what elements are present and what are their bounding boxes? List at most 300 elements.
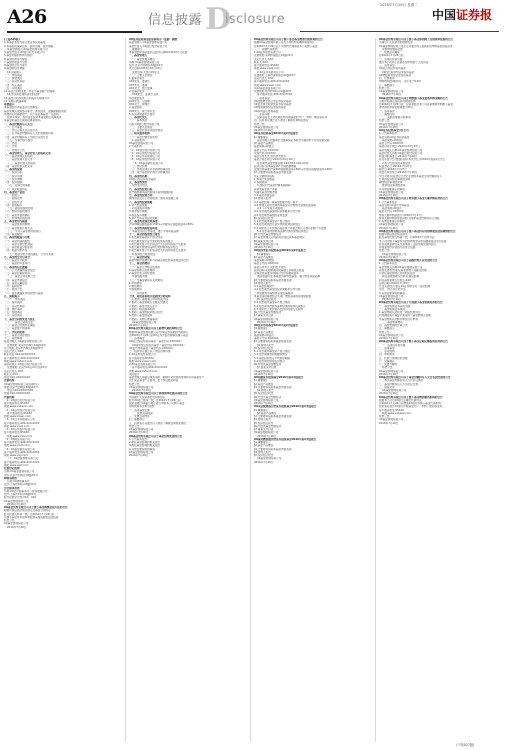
text-line: 5.2 报告期末按债券品种分类的债券投资组合 — [254, 304, 306, 308]
section-title-cn: 信息披露 — [148, 13, 203, 28]
text-line: §1 重要提示 — [254, 379, 269, 383]
text-line: （一）基金份额发售机构 — [129, 135, 158, 139]
text-line: 2.XX基金管理有限公司 — [129, 363, 156, 366]
text-line: 注册地址:深圳市福田区XX路XX号 — [254, 54, 294, 58]
text-line: 分红对象:权益登记日登记在册的本基金全体份额持有人 — [379, 174, 443, 178]
text-line: 1.基金转换只能在同一销售机构进行 — [379, 311, 421, 314]
text-line: 2.与分红相关的其他信息 — [382, 161, 411, 165]
text-line: XXX女士，独立董事 — [129, 86, 153, 90]
text-line: XX基金管理有限公司 — [379, 333, 404, 337]
text-line: 基金管理人:XX基金管理有限公司 — [4, 340, 43, 344]
text-line: 税收相关事项的说明 — [379, 181, 403, 184]
text-line: XX基金管理有限公司 — [254, 398, 279, 402]
text-line: 二、基金转换业务规则 — [379, 307, 405, 311]
text-line: （一）市场风险 — [4, 73, 23, 77]
text-line: 3.2 基金净值表现 — [254, 194, 275, 197]
text-line: （一）基金管理人的权利 — [4, 155, 33, 158]
text-line: （一）基金运作相关的费用 — [129, 265, 161, 269]
notice-heading: 五、基金费用与税收 — [4, 220, 28, 223]
text-column-1 — [4, 38, 122, 742]
text-line: （一）公开披露的基金信息 — [4, 268, 36, 272]
notice-heading: 十四、对招募说明书更新部分的说明 — [129, 294, 171, 298]
text-line: 3.XX基金销售有限公司 — [254, 86, 281, 90]
text-line: （二）管理风险 — [4, 77, 23, 80]
text-line: （二）基金合同的终止事由 — [4, 324, 36, 327]
text-line: （二）登记机构 — [129, 164, 148, 168]
text-line: 管理和运用基金财产，但不保证本基金一定盈利。 — [4, 112, 62, 116]
text-line: 基金主代码:XXXXXX — [379, 142, 404, 145]
text-line: 2016年7月26日 — [254, 460, 274, 464]
notice-heading: XX灵活配置混合型证券投资基金2016年第2季度报告 — [254, 405, 317, 409]
text-line: （四）基金净值信息 — [4, 278, 28, 282]
text-line: XX混合型证券投资基金（基金代码:XXXXXX） — [129, 340, 183, 344]
text-line: 经与托管人协商一致，自2016年7月25日起 — [4, 512, 55, 516]
text-line: 申购费率享受4折优惠 — [129, 405, 154, 409]
text-line: 网址:www.xxsec.com — [254, 83, 281, 87]
text-line: 经与XX银行协商一致，自2016年7月26日起 — [129, 398, 181, 402]
notice-heading: XX基金管理有限公司关于高级管理人员变更的公告 — [379, 259, 438, 262]
column-divider — [375, 38, 376, 742]
text-line: （五）收益分配方案的确定、公告与实施 — [7, 252, 54, 256]
text-line: （7）XX财富管理有限公司 — [7, 457, 39, 461]
text-line: 三、适用基金 — [379, 64, 395, 67]
text-line: 五、重要提示 — [379, 327, 395, 331]
text-line: 六、交易确认 — [379, 359, 395, 363]
section-title-en: isclosure — [225, 12, 285, 27]
text-line: （5）XX基金销售有限公司 — [132, 161, 164, 165]
text-line: （六）其他风险 — [4, 314, 23, 318]
notice-heading: XX基金管理有限公司关于旗下基金增加销售机构的公告 — [379, 395, 443, 399]
text-line: （六）暂停估值的情形 — [4, 210, 30, 214]
notice-heading: 一、基金管理人 — [129, 54, 148, 58]
notice-heading: 十、基金合同的变更与终止 — [4, 317, 36, 321]
notice-heading: XX基金管理有限公司关于旗下基金持有的停牌股票估值调整的公告 — [379, 229, 456, 233]
text-line: 2016年7月26日 — [382, 93, 402, 97]
text-line: 1.本基金类型为混合型证券投资基金 — [4, 41, 46, 45]
notice-heading: XX基金管理有限公司关于基金经理变更的公告 — [129, 434, 183, 438]
text-line: 本基金经中国证监会证监许可[20XX]XXX号文注册 — [129, 51, 188, 54]
text-line: §6 开放式基金份额变动 — [254, 395, 282, 399]
notice-heading: 律师事务所 — [4, 476, 17, 480]
notice-heading: 四、基金的名称 — [129, 174, 148, 178]
text-line: §5 投资组合报告 — [254, 392, 274, 396]
text-line: 二、适用基金 — [379, 346, 395, 350]
text-line: （四）收益分配方案 — [4, 249, 28, 253]
text-line: 2.更新了基金管理人主要人员情况 — [129, 301, 168, 305]
text-line: 本基金经中国证监会注册募集。 — [4, 106, 41, 110]
text-line: 五、重要提示 — [379, 83, 395, 87]
text-line: 传真:010-XXXXXXXX — [4, 392, 31, 396]
text-line: 4.报告期末按债券品种分类的债券投资组合 — [129, 246, 179, 249]
text-line: （五）估值错误的处理 — [7, 207, 33, 210]
text-line: §4 管理人报告 — [254, 418, 271, 422]
text-line: 基金管理人的董事会及董事保证本报告所载资料不存在虚假记载 — [257, 138, 330, 142]
text-line: 13.基金合同存放地点和投资人取得方式 — [4, 96, 50, 100]
text-line: 住所:北京市西城区XX路XX号 — [4, 473, 38, 477]
text-line: §2 基金产品概况 — [254, 444, 274, 448]
text-line: XX基金管理有限公司 — [129, 450, 154, 454]
text-line: 本基金为混合型基金，属于中等风险品种 — [132, 229, 179, 233]
text-line: 3.销售服务费 — [132, 275, 148, 279]
text-line: 通过本公司网上直销系统申购的个人投资者 — [379, 60, 429, 64]
text-line: XX基金管理有限公司 — [382, 252, 407, 256]
text-line: 客户服务电话:95XXX — [254, 64, 280, 67]
text-line: （五）议事内容与程序 — [7, 138, 33, 142]
text-line: XX稳健增长混合型证券投资基金 — [254, 99, 292, 103]
text-line: 8.基金的会计与审计 — [4, 64, 28, 67]
text-line: （4）XX证券股份有限公司 — [4, 428, 36, 431]
text-line: 五、扣款日期和扣款金额 — [379, 356, 408, 360]
text-line: 本公司对旗下基金持有的停牌股票采用指数收益法进行估值 — [379, 239, 447, 243]
text-line: XX基金管理有限公司 — [129, 428, 154, 431]
text-line: 基金简称:XX纯债 — [254, 259, 274, 262]
text-line: §7 备查文件目录 — [254, 428, 274, 431]
text-line: 1.报告期末基金资产组合情况 — [129, 236, 163, 240]
text-line: XX成长股票型证券投资基金 — [382, 70, 415, 74]
text-line: §3 主要财务指标和基金净值表现 — [254, 447, 292, 451]
text-line: 基金名称:XX货币市场基金 — [379, 203, 410, 207]
text-line: （二）主要人员情况 — [129, 125, 153, 129]
text-line: 3.离任基金经理的相关信息 — [129, 444, 161, 448]
text-line: 四、申购费率 — [379, 353, 395, 357]
text-line: 2016年7月26日 — [254, 246, 274, 249]
notice-heading: 六、基金的投资目标 — [129, 187, 153, 191]
text-line: §4 管理人报告 — [257, 389, 274, 392]
text-line: 本基金适度降低组合久期，增加高等级信用债配置 — [254, 294, 312, 298]
text-line: 电话:010-XXXXXXXX — [7, 389, 34, 392]
text-column-4 — [379, 38, 502, 742]
text-line: 3.报告期末按公允价值占比大小排序的前十名股票 — [129, 242, 186, 246]
text-line: 特此公告。 — [129, 424, 142, 428]
text-line: 特此公告。 — [382, 366, 395, 370]
notice-heading: 一、基金份额持有人大会 — [4, 122, 33, 126]
continued-on-note: (下转A27版) — [456, 743, 475, 747]
text-line: 基金名称:XX证券投资基金 — [379, 135, 410, 139]
text-line: XX基金管理有限公司 — [254, 431, 279, 435]
text-line: 网址:www.xxfund.com — [4, 359, 33, 363]
text-line: 10.风险揭示 — [7, 70, 22, 74]
text-line: 1.XX证券股份有限公司 — [129, 353, 156, 357]
text-line: 申购费率按4折执行，但不低于0.6% — [379, 80, 421, 84]
text-line: 1.更新了重要提示中的相关内容 — [132, 298, 169, 301]
text-line: 业绩比较基准:中债综合全价指数收益率 — [254, 272, 299, 275]
text-line: 2.转换的两只基金必须是同一基金管理人管理 — [379, 314, 431, 318]
text-line: 2016年7月26日 — [254, 402, 274, 405]
text-line: 投资目标:追求基金资产长期稳健增值 — [254, 164, 297, 168]
text-line: 契约型开放式 — [132, 184, 148, 188]
text-column-3 — [254, 38, 372, 742]
text-line: 2016年7月26日 — [7, 525, 27, 529]
text-line: 14.其他应披露事项 — [4, 99, 27, 103]
text-line: XX基金管理有限公司 — [254, 369, 279, 373]
text-line: XX添利货币市场基金 — [254, 109, 279, 113]
notice-heading: 七、基金的会计与审计 — [4, 255, 30, 259]
text-line: （二）信用风险 — [4, 301, 23, 305]
text-line: 基金简称:XX混合 — [254, 145, 274, 149]
notice-heading: 二、基金管理人、基金托管人的权利义务 — [4, 151, 51, 155]
text-line: §1 重要提示 — [254, 135, 269, 139]
text-line: §6 开放式基金份额变动 — [254, 311, 282, 314]
text-line: 风险提示 — [129, 372, 140, 376]
text-line: 基金托管人名称:XX银行股份有限公司 — [379, 151, 423, 155]
text-line: 根据本公司与XX银行签署的代销协议 — [379, 398, 422, 402]
text-line: 二季度债券市场整体呈现震荡格局 — [254, 291, 293, 295]
text-line: 5.4 报告期末债券投资组合 — [254, 359, 285, 363]
text-line: 2.本期利润 — [254, 181, 267, 184]
text-line: 现金红利发放日:2016年7月28日 — [379, 171, 418, 175]
text-line: 基金简称:XX价值 — [382, 138, 402, 142]
text-line: 4.4 报告期内基金的投资策略和运作分析 — [254, 210, 301, 214]
notice-heading: 九、基金的业绩比较基准 — [129, 220, 158, 223]
notice-heading: 八、基金的投资策略 — [129, 200, 153, 204]
text-line: 基金运作方式:契约型开放式 — [254, 265, 286, 269]
text-line: 将恢复按市价估值方法进行估值 — [379, 246, 416, 249]
notice-heading: XX货币市场基金2016年第2季度报告 — [254, 324, 299, 327]
text-line: XX混合型证券投资基金 — [129, 177, 156, 181]
text-line: XX基金管理有限公司 — [254, 317, 279, 321]
text-line: （二）基金可供分配利润 — [4, 242, 33, 246]
text-line: 2.报告期末按行业分类的股票投资组合 — [129, 239, 173, 243]
text-line: 客户服务电话:400-XXX-XXXX — [4, 460, 40, 464]
notice-heading: XX基金管理有限公司关于旗下基金参加网上直销费率优惠的公告 — [379, 38, 454, 41]
text-line: 五、投资者可以通过以下途径了解或咨询相关情况 — [129, 421, 187, 425]
issue-date: 2016年7月26日 星期二 — [380, 3, 418, 7]
text-line: （二）基金招募说明书 — [4, 272, 30, 275]
notice-heading: XX基金管理有限公司关于旗下部分基金增加代销机构的公告 — [254, 38, 323, 41]
text-line: （四）基金税收 — [4, 233, 23, 236]
text-line: §5 投资组合报告 — [254, 454, 274, 457]
text-line: （一）基金合同的变更 — [7, 320, 33, 324]
text-line: 2016年7月26日 — [379, 392, 399, 396]
text-line: 特此公告。 — [379, 86, 392, 90]
text-line: 客户服务电话:95XXX — [4, 402, 30, 405]
text-line: 任职日期:2016年7月25日 — [379, 281, 410, 285]
text-line: （2）XX证券股份有限公司 — [129, 151, 161, 155]
text-line: 基金主代码:XXXXXX — [254, 148, 279, 152]
text-line: §4 管理人报告 — [254, 281, 271, 285]
text-line: §3 主要财务指标和基金收益表现 — [254, 340, 292, 344]
text-line: 2016年7月26日 — [129, 454, 149, 457]
text-line: 3.1 主要财务指标 — [254, 174, 275, 178]
text-line: 一、适用基金范围 — [129, 408, 150, 412]
notice-heading: XX量化精选股票型证券投资基金2016年第2季度报告 — [254, 437, 317, 441]
text-line: §3 主要财务指标和基金净值表现 — [254, 385, 292, 389]
text-line: （三）基金托管业务经营情况 — [129, 129, 163, 132]
text-line: 基金托管人:XX银行股份有限公司 — [4, 363, 43, 366]
text-line: 2.基金托管人的托管费 — [129, 272, 155, 275]
text-line: 根据中国证监会相关规定及基金合同约定 — [4, 509, 51, 513]
text-line: §1 重要提示 — [254, 327, 269, 331]
text-line: 5.基金份额的申购与赎回 — [4, 54, 33, 58]
text-line: 6.更新了基金的业绩 — [129, 314, 153, 318]
text-line: §7 基金管理人运用固有资金投资本基金情况 — [254, 236, 305, 240]
text-line: XX基金管理有限公司 — [4, 522, 29, 526]
text-line: 十三、其他事项 — [4, 337, 23, 340]
text-line: 2.监事会成员 — [129, 90, 145, 93]
text-line: 注册资本:人民币XX亿元 — [132, 70, 160, 74]
text-line: XX基金管理有限公司 — [382, 389, 407, 392]
text-line: （1）XX银行股份有限公司 — [129, 148, 161, 152]
text-line: 2016年7月26日 — [379, 255, 399, 259]
notice-heading: 二、基金托管人 — [129, 116, 148, 119]
text-line: 基金管理人依照恪尽职守、诚实信用、谨慎勤勉的原则 — [4, 109, 67, 113]
text-line: §4 管理人报告 — [254, 197, 271, 201]
text-line: §3 主要财务指标和基金净值表现 — [254, 415, 292, 418]
text-line: 二、投资者可通过以下途径咨询详情 — [129, 350, 171, 353]
text-line: 客户服务电话:95XXX — [379, 408, 405, 412]
text-line: 基金主代码:XXXXXX — [379, 210, 404, 214]
text-line: 四、基金转换的计算公式 — [379, 324, 408, 327]
text-line: §1 重要提示 — [254, 441, 269, 444]
text-line: 3.经理层成员 — [129, 96, 145, 100]
text-line: 新任高级管理人员姓名:XXX — [379, 278, 412, 282]
text-line: 一、新增代销机构 — [257, 47, 278, 51]
text-line: 自2016年7月26日起增加XX银行为旗下基金代销机构 — [379, 402, 441, 405]
text-line: 网址:www.xxsec.com — [129, 359, 156, 363]
text-line: 为答谢广大投资者的支持和信任 — [129, 395, 166, 399]
text-line: 特此公告。 — [379, 249, 392, 253]
text-line: 4.2 管理人对报告期内本基金运作遵规守信情况的说明 — [254, 203, 317, 207]
text-line: 2016年7月26日 — [257, 320, 277, 324]
text-line: 9.基金的信息披露 — [4, 67, 25, 71]
text-line: 四、重要提示 — [129, 418, 145, 422]
text-line: （一）估值日 — [4, 194, 20, 197]
text-line: XXX先生，董事长 — [129, 80, 150, 84]
text-line: 根据中国证监会相关规定 — [379, 233, 408, 236]
text-line: 4.1 基金经理（或基金经理小组）简介 — [254, 200, 298, 204]
text-line: XX基金管理有限公司 — [379, 369, 404, 373]
text-line: （三）基金合同生效公告 — [7, 275, 36, 279]
text-line: 4.2 报告期内基金的投资策略和运作分析 — [254, 288, 301, 292]
text-line: 5.投资决策委员会成员 — [129, 112, 155, 116]
text-line: §1 重要提示 — [257, 252, 272, 256]
text-line: 特此公告。 — [379, 119, 392, 123]
text-line: 住所:上海市XX区XX路XX号 — [4, 493, 37, 496]
header-rule-left — [7, 31, 142, 33]
text-line: 2016年7月26日 — [382, 298, 402, 301]
text-line: XX基金管理有限公司 — [379, 418, 404, 422]
text-line: §2 基金产品概况 — [254, 382, 274, 386]
text-line: XX基金管理有限公司 — [379, 223, 404, 227]
text-line: 1.基金管理人的管理费 — [129, 268, 155, 272]
text-line: §2 基金产品概况 — [254, 255, 274, 259]
text-line: （四）基金份额持有人出席会议的方式 — [4, 135, 49, 139]
text-line: 特此公告。 — [379, 415, 392, 418]
text-line: 名称:XX基金管理有限公司 — [129, 60, 160, 64]
text-line: （四）审计基金财产的会计师事务所 — [129, 171, 171, 175]
text-line: 三、基金转换费用 — [382, 320, 403, 324]
text-line: 注册地址:上海市浦东新区XX路XX号 — [254, 73, 296, 77]
notice-heading: XX基金管理有限公司关于开展旗下基金转换业务的公告 — [379, 301, 443, 305]
text-line: 客户服务电话:400-XXX-XXXX — [4, 356, 40, 360]
text-line: 6.投资组合报告附注 — [132, 252, 156, 256]
column-divider — [250, 38, 251, 742]
text-line: （七）澄清公告 — [4, 288, 23, 292]
text-line: 2016年7月26日 — [129, 324, 149, 327]
text-line: 网址:www.xxqh.com — [4, 444, 30, 448]
text-line: （一）基金利润的构成 — [4, 239, 30, 243]
text-line: （六）风险收益特征 — [4, 187, 28, 191]
text-line: 7.更新了其他应披露事项 — [129, 317, 158, 321]
text-line: 基金合同生效日:20XX年XX月XX日 — [379, 145, 420, 149]
text-line: 特此公告。 — [129, 382, 142, 386]
text-line: XXX先生，硕士研究生 — [129, 109, 156, 113]
text-line: 地址:北京市西城区XX路XX号 — [4, 385, 38, 389]
text-line: 3.转换费用 — [129, 288, 142, 292]
notice-heading: XX基金管理有限公司关于新增代销机构的公告 — [129, 327, 183, 331]
text-line: 国内依法发行上市的股票、债券等金融工具 — [129, 197, 179, 201]
text-line: （八）特殊情况的处理 — [4, 216, 30, 220]
section-title-initial: D — [205, 2, 232, 37]
text-line: 二、适用基金 — [254, 96, 270, 100]
text-line: §6 开放式基金份额变动 — [254, 363, 282, 366]
text-line: 费用相关事项的说明 — [382, 184, 406, 188]
text-line: XX基金管理有限公司 — [132, 320, 157, 324]
text-line: （2）XX证券股份有限公司 — [4, 408, 36, 412]
notice-heading: XX基金管理有限公司关于旗下基金定期定额投资业务的公告 — [379, 340, 448, 344]
text-line: 2.股票投资策略 — [132, 207, 151, 210]
text-line: 注册地址:北京市西城区XX路XX号 — [7, 343, 47, 347]
text-line: 网址:www.xxsec.com — [4, 415, 31, 418]
text-line: 2016年7月26日 — [379, 226, 399, 230]
text-line: 特此公告。 — [254, 122, 267, 126]
text-line: （二）投资范围 — [4, 174, 23, 178]
text-line: 客户服务电话:400-XXX-XXXX — [4, 450, 40, 454]
text-line: （1）XX银行股份有限公司 — [4, 398, 36, 402]
text-line: （一）市场风险 — [7, 298, 26, 301]
text-line: 5.更新了基金的投资组合报告 — [129, 311, 163, 314]
text-line: 自2016年7月26日起下列机构代理销售本公司旗下基金 — [254, 44, 318, 48]
text-line: 1.XX证券股份有限公司 — [254, 51, 281, 54]
text-line: XX货币市场基金（基金代码:XXXXXX） — [129, 346, 176, 350]
text-line: 3.加权平均基金份额本期利润 — [257, 184, 291, 188]
notice-heading: XX证券投资基金分红公告 — [379, 129, 409, 132]
text-line: 过往从业经历:曾任XX证券研究员、投资经理 — [379, 285, 431, 288]
notice-heading: (上接A25版) — [4, 38, 20, 41]
text-line: 2016年7月26日 — [254, 372, 274, 376]
text-line: 4.基金经理 — [129, 106, 142, 110]
masthead-part2: 证券报 — [456, 8, 493, 22]
text-line: 3.基金转换以份额为单位进行申请 — [379, 317, 418, 321]
text-line: 客户服务电话:95XXX — [7, 411, 33, 415]
text-line: 2.新任高级管理人员的相关信息 — [379, 272, 416, 275]
text-line: 四、优惠费率 — [379, 77, 395, 80]
text-line: 2016年7月26日 — [379, 372, 399, 376]
text-line: XXX先生，总经理 — [129, 99, 150, 103]
text-line: 客户服务电话:400-XXX-XXXX — [4, 421, 40, 425]
text-line: 名称:XX基金管理有限公司 — [4, 470, 35, 474]
text-line: 但不保证基金一定盈利，也不保证最低收益 — [129, 379, 179, 383]
text-line: §5 投资组合报告 — [254, 216, 274, 220]
notice-heading: 六、基金的收益与分配 — [4, 236, 30, 240]
text-line: （三）流动性风险 — [4, 304, 25, 308]
text-line: （二）基金的年度审计 — [4, 262, 30, 266]
text-line: 客户服务电话:400-XXX-XXXX — [254, 80, 290, 84]
text-line: 二、适用投资者范围 — [379, 57, 403, 61]
text-line: （3）XX证券有限责任公司 — [129, 155, 161, 158]
notice-heading: 五、基金的类型 — [129, 181, 148, 184]
notice-heading: XX证券投资基金招募说明书（更新）摘要 — [129, 38, 178, 41]
text-line: 风险收益特征:本基金为债券型基金，属于较低风险品种 — [257, 275, 321, 279]
text-line: （一）基金会计政策 — [4, 259, 28, 262]
text-line: 沪深300指数收益率×50%+中债综合指数收益率×50% — [129, 223, 194, 227]
text-line: 二、基金份额持有人大会决议生效 — [379, 382, 418, 386]
text-line: 网址:www.xxbank.com — [382, 411, 411, 415]
text-line: 基金管理人名称:XX基金管理有限公司 — [379, 148, 423, 152]
text-line: （七）基金净值的确认 — [4, 213, 30, 217]
text-line: 办公地址:北京市西城区XX路XX号 — [4, 346, 44, 350]
text-line: 基金份额净值增长率与同期业绩比较基准收益率比较 — [129, 259, 189, 262]
